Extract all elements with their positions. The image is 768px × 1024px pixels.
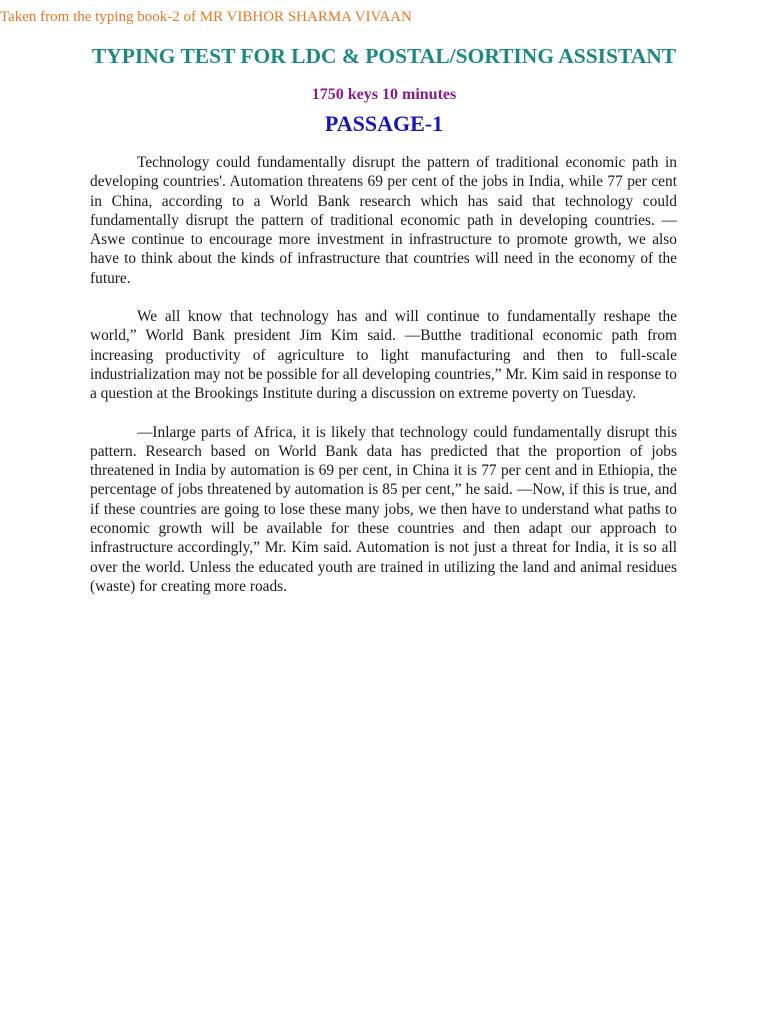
test-subtitle: 1750 keys 10 minutes (311, 86, 457, 103)
passage-paragraph-1: Technology could fundamentally disrupt the pattern of traditional economic path in developing countries'. Automation threatens 69 per cent of the jobs in India, while 77 per cent in China, according to a World Bank research which has said that technology could fundamentally disrupt the pattern of traditional economic path in developing countries. —Aswe continue to encourage more investment in infrastructure to promote growth, we also have to think about the kinds of infrastructure that countries will need in the economy of the future. (90, 154, 677, 287)
source-note: Taken from the typing book-2 of MR VIBHOR SHARMA VIVAAN (0, 9, 412, 25)
passage-body (90, 153, 677, 615)
passage-title: PASSAGE-1 (324, 111, 444, 136)
page-title: TYPING TEST FOR LDC & POSTAL/SORTING ASSISTANT (91, 44, 677, 68)
passage-paragraph-2: We all know that technology has and will continue to fundamentally reshape the world,” World Bank president Jim Kim said. —Butthe traditional economic path from increasing productivity of agriculture to light manufacturing and then to full-scale industrialization may not be possible for all developing countries,” Mr. Kim said in response to a question at the Brookings Institute during a discussion on extreme poverty on Tuesday. (90, 308, 677, 403)
passage-paragraph-3: —Inlarge parts of Africa, it is likely that technology could fundamentally disrupt this pattern. Research based on World Bank data has predicted that the proportion of jobs threatened in India by automation is 69 per cent, in China it is 77 per cent and in Ethiopia, the percentage of jobs threatened by automation is 85 per cent,” he said. —Now, if this is true, and if these countries are going to lose these many jobs, we then have to understand what paths to economic growth will be available for these countries and then adapt our approach to infrastructure accordingly,” Mr. Kim said. Automation is not just a threat for India, it is so all over the world. Unless the educated youth are trained in utilizing the land and animal residues (waste) for creating more roads. (90, 423, 677, 595)
